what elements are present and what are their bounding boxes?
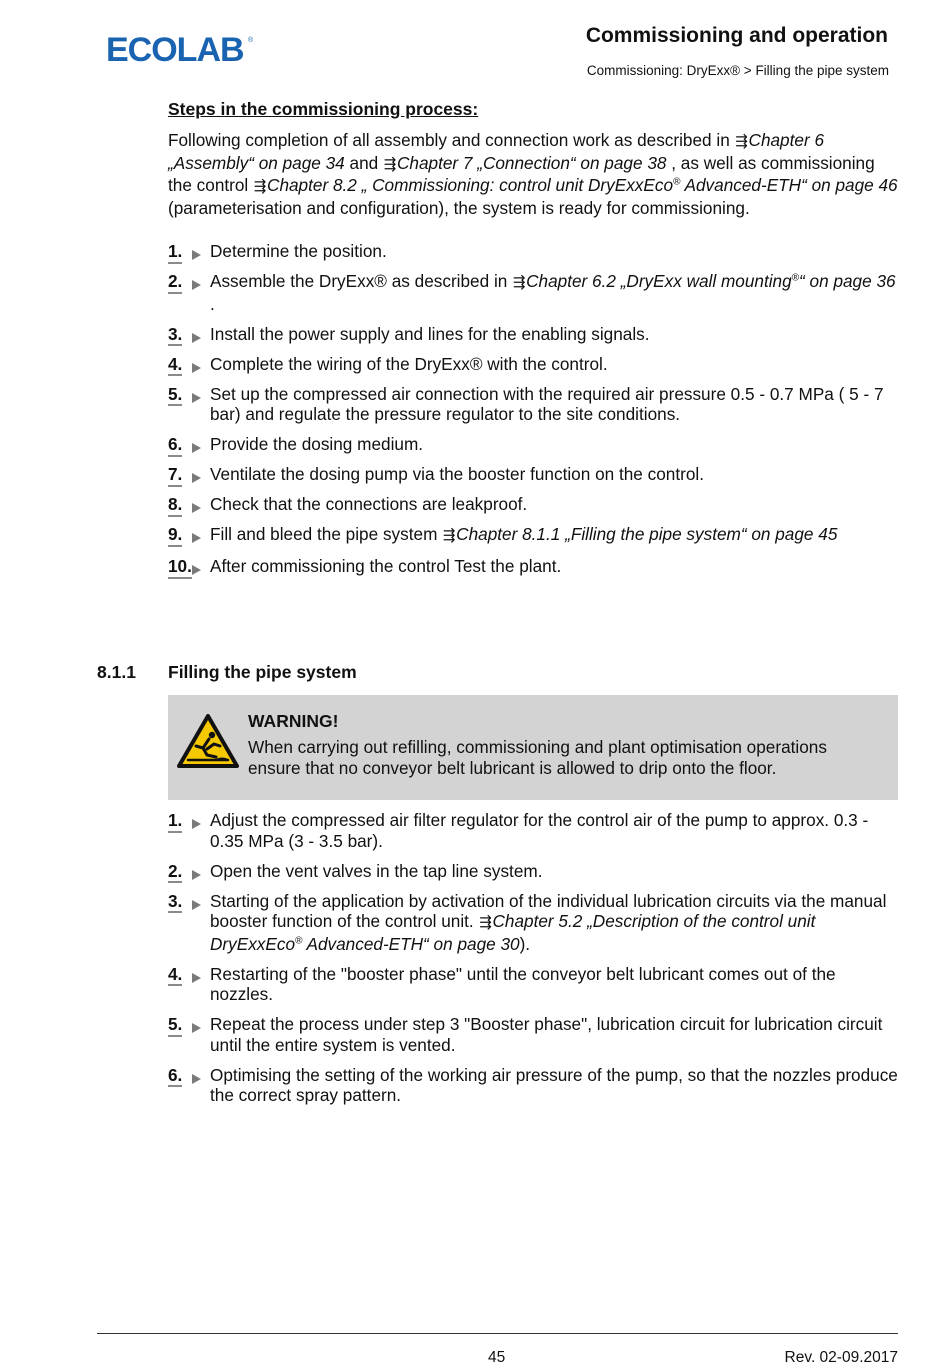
chapter-link-commissioning-label: Chapter 8.2 „ Commissioning: control unit DryExxEco: [267, 175, 674, 195]
step-number: 1.: [168, 241, 202, 264]
step-number: 5.: [168, 384, 202, 407]
step-item: [168, 434, 898, 455]
step-item: [168, 464, 898, 485]
step-arrow-icon: [192, 565, 201, 575]
step-text-after: ).: [519, 933, 531, 954]
chapter-link-connection[interactable]: [383, 153, 666, 173]
chapter-link-assembly-label: Chapter 6 „Assembly“ on page 34: [168, 130, 825, 173]
intro-text-2: and: [344, 152, 383, 173]
chapter-link-label-b: Advanced-ETH“ on page 30: [302, 933, 520, 954]
ecolab-logo: [106, 30, 256, 71]
reference-arrow-icon: ⇶: [442, 527, 456, 544]
breadcrumb: Commissioning: DryExx® > Filling the pipe system: [586, 63, 889, 78]
step-text-after: .: [210, 293, 215, 314]
step-number: 8.: [168, 494, 202, 517]
step-text: Open the vent valves in the tap line system.: [210, 860, 543, 881]
step-arrow-icon: [192, 280, 201, 290]
step-text: Adjust the compressed air filter regulator for the control air of the pump to approx. 0.3 - 0.35 MPa (3 - 3.5 bar).: [210, 810, 869, 851]
chapter-link-label-b: “ on page 36: [799, 271, 896, 291]
step-arrow-icon: [192, 393, 201, 403]
step-text: Starting of the application by activation of the individual lubrication circuits via the manual booster function of the control unit.: [210, 890, 887, 931]
section-heading: Steps in the commissioning process:: [168, 99, 479, 119]
reference-arrow-icon: ⇶: [253, 178, 267, 195]
intro-paragraph: [168, 130, 898, 218]
registered-mark: ®: [791, 272, 800, 284]
intro-text-1: Following completion of all assembly and connection work as described in: [168, 130, 735, 150]
step-text: Provide the dosing medium.: [210, 434, 424, 454]
filling-steps: [168, 810, 898, 1115]
reference-arrow-icon: ⇶: [735, 133, 748, 150]
step-arrow-icon: [192, 533, 201, 543]
step-number: 3.: [168, 324, 202, 347]
warning-label: WARNING!: [248, 711, 339, 731]
step-item: [168, 494, 898, 515]
registered-mark: ®: [295, 934, 303, 946]
step-number: 10.: [168, 556, 202, 579]
subsection-number: 8.1.1: [97, 662, 136, 682]
step-item: [168, 271, 898, 314]
step-text: Assemble the DryExx® as described in: [210, 271, 513, 291]
step-item: [168, 241, 898, 262]
step-text: Set up the compressed air connection with the required air pressure 0.5 - 0.7 MPa ( 5 - 7 bar) and regulate the pressure regulator to the site conditions.: [210, 383, 884, 424]
chapter-link-commissioning-label-b: Advanced-ETH“ on page 46: [680, 175, 898, 195]
step-arrow-icon: [192, 900, 201, 910]
header-title: Commissioning and operation: [585, 24, 888, 47]
step-item: [168, 354, 898, 375]
step-number: 4.: [168, 964, 202, 987]
chapter-link-commissioning[interactable]: [253, 175, 898, 195]
step-arrow-icon: [192, 973, 201, 983]
step-text: Restarting of the "booster phase" until the conveyor belt lubricant comes out of the nozzles.: [210, 963, 836, 1004]
step-arrow-icon: [192, 333, 201, 343]
revision-label: Rev. 02-09.2017: [784, 1349, 898, 1366]
step-number: 2.: [168, 271, 202, 294]
reference-arrow-icon: ⇶: [383, 155, 397, 173]
subsection-title: Filling the pipe system: [168, 662, 357, 682]
step-number: 1.: [168, 810, 202, 833]
chapter-link-label: Chapter 6.2 „DryExx wall mounting: [526, 271, 792, 291]
step-item: [168, 861, 898, 882]
step-text: After commissioning the control Test the plant.: [210, 556, 562, 576]
step-item: [168, 1065, 898, 1106]
step-arrow-icon: [192, 870, 201, 880]
step-arrow-icon: [192, 1023, 201, 1033]
step-text: Complete the wiring of the DryExx® with the control.: [210, 353, 608, 374]
chapter-link-filling-pipe-system[interactable]: [442, 524, 837, 544]
step-item: [168, 810, 898, 851]
step-number: 6.: [168, 434, 202, 457]
reference-arrow-icon: ⇶: [512, 274, 526, 291]
step-text: Optimising the setting of the working air pressure of the pump, so that the nozzles produce the correct spray pattern.: [210, 1064, 898, 1105]
registered-mark: ®: [673, 176, 681, 188]
step-arrow-icon: [192, 819, 201, 829]
intro-text-3: , as well as commissioning the control: [168, 152, 875, 195]
chapter-link-label: Chapter 8.1.1 „Filling the pipe system“ on page 45: [456, 524, 838, 544]
step-arrow-icon: [192, 250, 201, 260]
step-item: [168, 556, 898, 577]
step-number: 4.: [168, 354, 202, 377]
step-text: Ventilate the dosing pump via the booster function on the control.: [210, 464, 704, 484]
step-arrow-icon: [192, 1074, 201, 1084]
ecolab-logo-mark: [106, 30, 256, 66]
step-number: 6.: [168, 1065, 202, 1088]
slippery-floor-warning-icon: [176, 713, 240, 774]
step-arrow-icon: [192, 443, 201, 453]
step-item: [168, 1014, 898, 1055]
step-number: 9.: [168, 524, 202, 547]
chapter-link-connection-label: Chapter 7 „Connection“ on page 38: [396, 152, 667, 173]
warning-box: [168, 695, 898, 800]
step-text: Determine the position.: [210, 241, 387, 261]
step-text: Repeat the process under step 3 "Booster phase", lubrication circuit for lubrication circuit until the entire system is vented.: [210, 1014, 883, 1055]
commissioning-steps: [168, 241, 898, 586]
step-text: Install the power supply and lines for the enabling signals.: [210, 323, 650, 344]
step-arrow-icon: [192, 473, 201, 483]
chapter-link-wall-mounting[interactable]: [512, 271, 895, 291]
step-item: [168, 384, 898, 425]
chapter-link-label: Chapter 5.2 „Description of the control unit DryExxEco: [210, 911, 816, 954]
reference-arrow-icon: ⇶: [479, 914, 492, 931]
warning-text: When carrying out refilling, commissioning and plant optimisation operations ensure that no conveyor belt lubricant is allowed to drip onto the floor.: [248, 737, 827, 778]
step-number: 3.: [168, 891, 202, 914]
page-number: 45: [488, 1349, 506, 1366]
step-item: [168, 524, 898, 547]
step-item: [168, 891, 898, 955]
step-item: [168, 964, 898, 1005]
step-arrow-icon: [192, 503, 201, 513]
footer-divider: [97, 1333, 898, 1334]
step-item: [168, 324, 898, 345]
step-number: 5.: [168, 1014, 202, 1037]
step-arrow-icon: [192, 363, 201, 373]
step-text: Fill and bleed the pipe system: [210, 524, 443, 544]
step-text: Check that the connections are leakproof.: [210, 494, 528, 514]
logo-wordmark: ECOLAB: [106, 31, 244, 66]
svg-text:®: ®: [248, 37, 254, 44]
intro-text-4: (parameterisation and configuration), the system is ready for commissioning.: [168, 197, 750, 218]
step-number: 2.: [168, 861, 202, 884]
step-number: 7.: [168, 464, 202, 487]
